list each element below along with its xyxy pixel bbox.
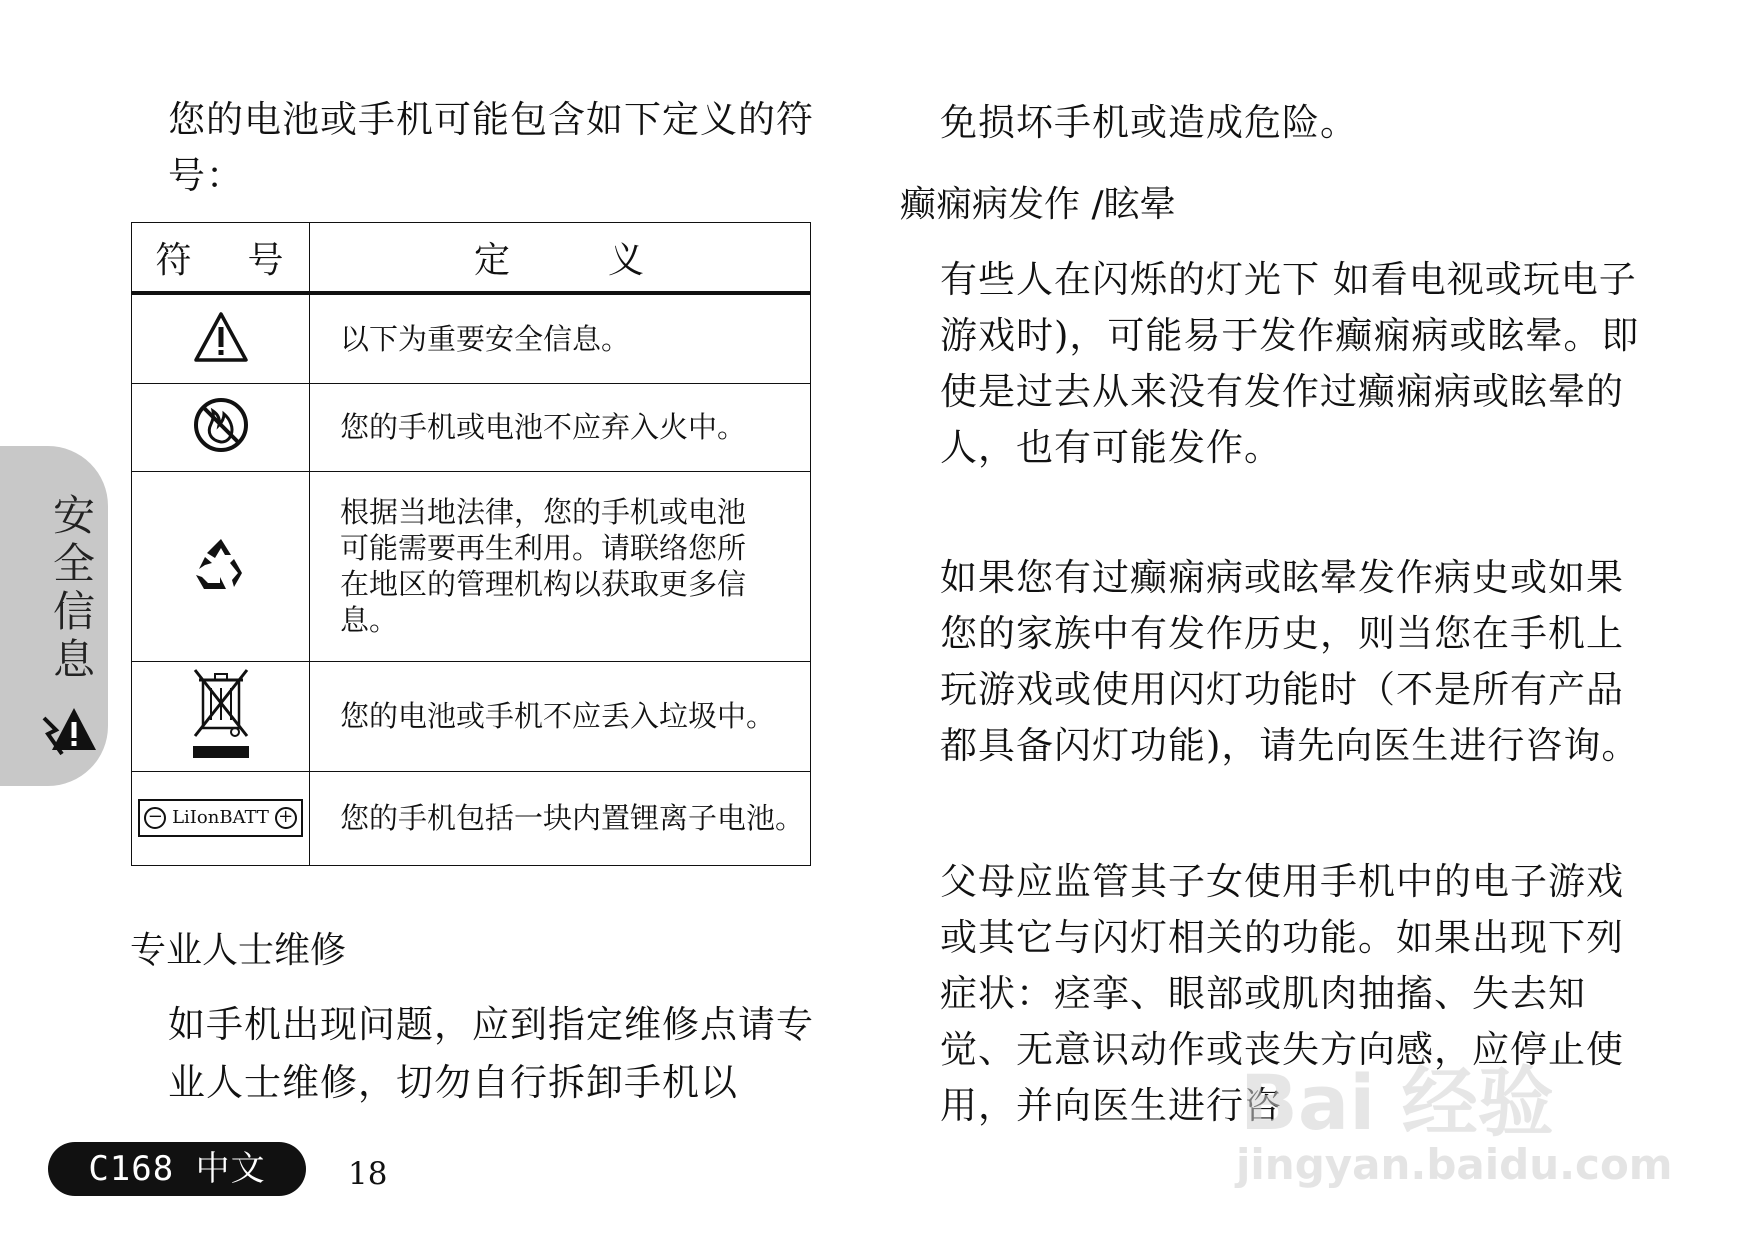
symbol-table	[131, 222, 811, 866]
section-title-epilepsy: 癫痫病发作 /眩晕	[900, 184, 1176, 225]
crossed-out-bin-icon	[189, 666, 253, 762]
epilepsy-paragraph-1: 有些人在闪烁的灯光下 如看电视或玩电子游戏时)，可能易于发作癫痫病或眩晕。即使是过去从来没有发作过癫痫病或眩晕的人，也有可能发作。	[940, 258, 1640, 469]
table-row	[132, 771, 811, 865]
li-ion-battery-icon: − LiIonBATT +	[138, 799, 302, 837]
table-row	[132, 293, 811, 383]
warning-bolt-icon	[40, 704, 100, 760]
table-row	[132, 383, 811, 471]
definition-cell: 根据当地法律，您的手机或电池可能需要再生利用。请联络您所在地区的管理机构以获取更多信息。	[310, 471, 811, 661]
section-title-repair: 专业人士维修	[130, 930, 347, 971]
watermark-url: jingyan.baidu.com	[1236, 1140, 1673, 1189]
header-definition: 定 义	[310, 223, 811, 294]
intro-text: 您的电池或手机可能包含如下定义的符号：	[168, 98, 814, 197]
table-row	[132, 471, 811, 661]
repair-paragraph: 如手机出现问题，应到指定维修点请专业人士维修，切勿自行拆卸手机以	[168, 1003, 814, 1104]
epilepsy-paragraph-3: 父母应监管其子女使用手机中的电子游戏或其它与闪灯相关的功能。如果出现下列症状：痉挛、眼部或肌肉抽搐、失去知觉、无意识动作或丧失方向感，应停止使用，并向医生进行咨	[940, 860, 1624, 1127]
watermark-logo: Bai 经验	[1240, 1058, 1554, 1147]
table-row	[132, 661, 811, 771]
header-symbol: 符 号	[132, 223, 310, 294]
side-tab-label: 安全信息	[52, 491, 95, 684]
definition-cell: 您的手机包括一块内置锂离子电池。	[310, 771, 811, 865]
model-badge: C168 中文	[48, 1142, 306, 1196]
warning-triangle-icon	[193, 311, 249, 363]
recycle-icon	[190, 533, 252, 595]
definition-cell: 您的电池或手机不应丢入垃圾中。	[310, 661, 811, 771]
definition-cell: 以下为重要安全信息。	[310, 293, 811, 383]
no-fire-icon	[192, 396, 250, 454]
definition-cell: 您的手机或电池不应弃入火中。	[310, 383, 811, 471]
epilepsy-paragraph-2: 如果您有过癫痫病或眩晕发作病史或如果您的家族中有发作历史，则当您在手机上玩游戏或使用闪灯功能时（不是所有产品都具备闪灯功能)，请先向医生进行咨询。	[940, 556, 1640, 767]
continuation-text: 免损坏手机或造成危险。	[940, 101, 1358, 144]
page-number: 18	[348, 1156, 388, 1192]
